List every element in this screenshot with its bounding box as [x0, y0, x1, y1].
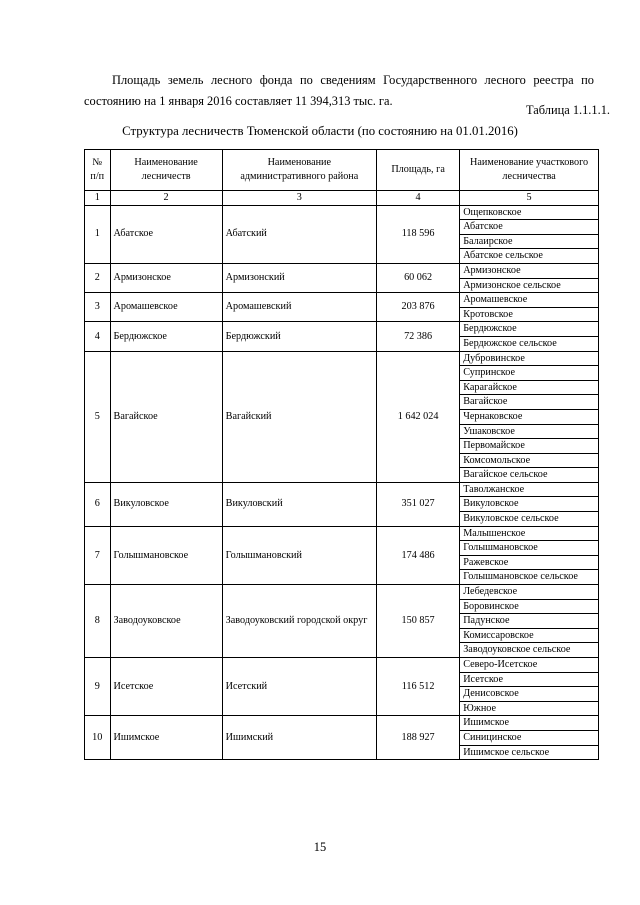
area-value: 150 857 [376, 585, 459, 658]
area-value: 188 927 [376, 716, 459, 760]
forestry-name: Вагайское [110, 351, 222, 482]
sub-forestry-name: Вагайское сельское [460, 468, 599, 483]
forestry-name: Ишимское [110, 716, 222, 760]
table-header-row [85, 150, 599, 191]
district-name: Аромашевский [222, 293, 376, 322]
row-number: 6 [85, 482, 111, 526]
sub-forestry-name: Вагайское [460, 395, 599, 410]
header-forestry-name: Наименование лесничеств [110, 150, 222, 191]
table-row [85, 716, 599, 731]
forestry-name: Абатское [110, 205, 222, 263]
table-row [85, 205, 599, 220]
row-number: 10 [85, 716, 111, 760]
sub-forestry-name: Абатское сельское [460, 249, 599, 264]
sub-forestry-name: Викуловское сельское [460, 512, 599, 527]
table-row [85, 322, 599, 337]
row-number: 1 [85, 205, 111, 263]
column-index: 4 [376, 191, 459, 206]
sub-forestry-name: Северо-Исетское [460, 658, 599, 673]
district-name: Вагайский [222, 351, 376, 482]
table-number: Таблица 1.1.1.1. [526, 103, 610, 117]
header-num: № п/п [85, 150, 111, 191]
area-value: 351 027 [376, 482, 459, 526]
sub-forestry-name: Боровинское [460, 599, 599, 614]
sub-forestry-name: Первомайское [460, 439, 599, 454]
table-title: Структура лесничеств Тюменской области (по состоянию на 01.01.2016) [122, 124, 518, 138]
sub-forestry-name: Ощепковское [460, 205, 599, 220]
column-index: 2 [110, 191, 222, 206]
column-index: 1 [85, 191, 111, 206]
row-number: 3 [85, 293, 111, 322]
sub-forestry-name: Малышенское [460, 526, 599, 541]
district-name: Бердюжский [222, 322, 376, 351]
sub-forestry-name: Армизонское сельское [460, 278, 599, 293]
sub-forestry-name: Супринское [460, 366, 599, 381]
sub-forestry-name: Таволжанское [460, 482, 599, 497]
district-name: Абатский [222, 205, 376, 263]
column-index-row [85, 191, 599, 206]
sub-forestry-name: Карагайское [460, 380, 599, 395]
table-row [85, 293, 599, 308]
area-value: 1 642 024 [376, 351, 459, 482]
forestry-name: Армизонское [110, 263, 222, 292]
sub-forestry-name: Армизонское [460, 263, 599, 278]
header-sub-forestry: Наименование участкового лесничества [460, 150, 599, 191]
column-index: 5 [460, 191, 599, 206]
forestry-name: Аромашевское [110, 293, 222, 322]
column-index: 3 [222, 191, 376, 206]
intro-paragraph: Площадь земель лесного фонда по сведениям Государственного лесного реестра по состоянию на 1 января 2016 составляет 11 394,313 тыс. га. [84, 73, 594, 109]
sub-forestry-name: Кротовское [460, 307, 599, 322]
sub-forestry-name: Бердюжское [460, 322, 599, 337]
sub-forestry-name: Ушаковское [460, 424, 599, 439]
sub-forestry-name: Голышмановское [460, 541, 599, 556]
forestry-name: Голышмановское [110, 526, 222, 584]
sub-forestry-name: Исетское [460, 672, 599, 687]
row-number: 2 [85, 263, 111, 292]
row-number: 5 [85, 351, 111, 482]
area-value: 116 512 [376, 658, 459, 716]
sub-forestry-name: Дубровинское [460, 351, 599, 366]
forestry-name: Викуловское [110, 482, 222, 526]
sub-forestry-name: Чернаковское [460, 409, 599, 424]
forestry-name: Бердюжское [110, 322, 222, 351]
district-name: Викуловский [222, 482, 376, 526]
district-name: Исетский [222, 658, 376, 716]
sub-forestry-name: Ражевское [460, 555, 599, 570]
table-row [85, 482, 599, 497]
table-row [85, 585, 599, 600]
area-value: 60 062 [376, 263, 459, 292]
table-body [85, 205, 599, 760]
area-value: 118 596 [376, 205, 459, 263]
sub-forestry-name: Комсомольское [460, 453, 599, 468]
sub-forestry-name: Бердюжское сельское [460, 336, 599, 351]
sub-forestry-name: Заводоуковское сельское [460, 643, 599, 658]
district-name: Ишимский [222, 716, 376, 760]
forestry-table [84, 149, 599, 760]
district-name: Голышмановский [222, 526, 376, 584]
table-row [85, 658, 599, 673]
sub-forestry-name: Абатское [460, 220, 599, 235]
forestry-name: Заводоуковское [110, 585, 222, 658]
sub-forestry-name: Денисовское [460, 687, 599, 702]
sub-forestry-name: Балаирское [460, 234, 599, 249]
sub-forestry-name: Комиссаровское [460, 628, 599, 643]
sub-forestry-name: Южное [460, 701, 599, 716]
district-name: Заводоуковский городской округ [222, 585, 376, 658]
page-number: 15 [313, 840, 327, 854]
sub-forestry-name: Голышмановское сельское [460, 570, 599, 585]
header-area: Площадь, га [376, 150, 459, 191]
row-number: 9 [85, 658, 111, 716]
sub-forestry-name: Ишимское [460, 716, 599, 731]
row-number: 8 [85, 585, 111, 658]
sub-forestry-name: Аромашевское [460, 293, 599, 308]
forestry-name: Исетское [110, 658, 222, 716]
sub-forestry-name: Падунское [460, 614, 599, 629]
table-row [85, 351, 599, 366]
sub-forestry-name: Ишимское сельское [460, 745, 599, 760]
sub-forestry-name: Лебедевское [460, 585, 599, 600]
area-value: 203 876 [376, 293, 459, 322]
area-value: 72 386 [376, 322, 459, 351]
district-name: Армизонский [222, 263, 376, 292]
sub-forestry-name: Синицинское [460, 730, 599, 745]
area-value: 174 486 [376, 526, 459, 584]
table-row [85, 526, 599, 541]
header-district: Наименование административного района [222, 150, 376, 191]
row-number: 4 [85, 322, 111, 351]
table-row [85, 263, 599, 278]
sub-forestry-name: Викуловское [460, 497, 599, 512]
row-number: 7 [85, 526, 111, 584]
